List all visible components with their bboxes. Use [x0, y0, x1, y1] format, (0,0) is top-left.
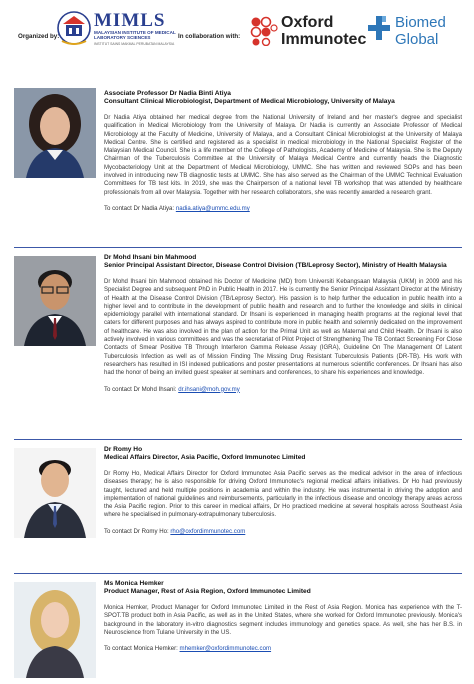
profile-text — [104, 254, 462, 393]
portrait-image — [14, 256, 96, 346]
portrait-image — [14, 448, 96, 538]
mimls-malay-name: INSTITUT SAINS MAKMAL PERUBATAN MALAYSIA — [94, 42, 175, 46]
profile-text — [104, 90, 462, 212]
speaker-name: Associate Professor Dr Nadia Binti Atiya — [104, 90, 231, 97]
speaker-contact — [104, 645, 462, 652]
mimls-logo — [56, 10, 176, 54]
speaker-photo — [14, 88, 96, 178]
speaker-bio: Dr Mohd Ihsani bin Mahmood obtained his Doctor of Medicine (MD) from Universiti Kebangsaan Malaysia (UKM) in 2009 and his Specialist Degree and subsequent PhD in Public Health in 2017. He is currently the Senior Principal Assistant Director at the Ministry of Health at the Disease Control Division (TB/Leprosy Sector). His passion is to help further the education in public health into a higher level and to contribute in the development of public health and research and to further the knowledge and skills in clinical epidemiology parallel with international standard. Dr Ihsani is experienced in managing health programs at the regional level that caters for different purposes and has always aspired to contribute more in public health and solemnly dedicated on the improvement of healthcare. He was also involved in the plan of action for the Primal Unit as well as Maternal and Child Health. Dr Ihsani is also actively involved in various committees and was the secretariat of Pilot Project of Strengthening The TB Contact Screening For Close Contacts of Smear Positive TB Through Interferon Gamma Release Assay (IGRA), Guideline On The Management Of Latent Tuberculosis Infection as well as of Mission Finding The Missing Drug Resistant Tuberculosis Patients (DR-TB). His work with researchers has resulted in ISI indexed publications and poster presentations at numerous scientific conferences. Dr Ihsani has also had the honor of being an invited guest speaker at seminars and conferences, to share his experiences and knowledge. — [104, 279, 462, 377]
header-bar — [0, 0, 474, 76]
mimls-emblem-icon — [56, 10, 92, 48]
speaker-photo — [14, 256, 96, 346]
email-link[interactable]: mhemker@oxfordimmunotec.com — [179, 645, 272, 653]
speaker-contact — [104, 205, 462, 212]
speaker-photo — [14, 582, 96, 678]
section-divider — [14, 247, 462, 248]
speaker-role: Senior Principal Assistant Director, Disease Control Division (TB/Leprosy Sector), Ministry of Health Malaysia — [104, 262, 447, 269]
speaker-role: Consultant Clinical Microbiologist, Department of Medical Microbiology, University of Malaya — [104, 98, 395, 105]
speaker-role: Product Manager, Rest of Asia Region, Oxford Immunotec Limited — [104, 588, 311, 595]
mimls-wordmark: MIMLS — [94, 10, 166, 31]
profile-text — [104, 446, 462, 535]
global-wordmark: Global — [395, 31, 439, 48]
mimls-full-name: MALAYSIAN INSTITUTE OF MEDICAL LABORATORY SCIENCES — [94, 30, 176, 41]
speaker-contact — [104, 386, 462, 393]
oxford-immunotec-logo — [250, 14, 366, 54]
portrait-image — [14, 88, 96, 178]
speaker-bio: Dr Romy Ho, Medical Affairs Director for Oxford Immunotec Asia Pacific serves as the medical advisor in the area of infectious diseases therapy; he is also responsible for driving Oxford Immunotec's regional medical affairs initiatives. Dr Ho had previously taught, lectured and held multiple positions in academia and within the industry. He was instrumental in driving the adoption and implementation of national guidelines and reimbursements, particularly in the infectious disease and oncology therapy areas across the Asia Pacific region. Prior to this career in medical affairs, Dr Ho practiced medicine at several hospitals across Southeast Asia where he specialised in pulmonary-extrapulmonary tuberculosis. — [104, 471, 462, 519]
speaker-contact — [104, 528, 462, 535]
speaker-photo — [14, 448, 96, 538]
speaker-bio: Dr Nadia Atiya obtained her medical degree from the National University of Ireland and her master's degree and specialist qualification in Medical Microbiology from the University of Malaya. Dr Nadia is currently an Associate Professor of Medical Microbiology at the Faculty of Medicine, University of Malaya, and a Consultant Clinical Microbiologist at the University of Malaya Medical Centre. She is certified and registered as a specialist in medical microbiology in the National Specialist Register of the Malaysian Medical Council. She is a life member of the College of Pathologists, Academy of Medicine of Malaysia. She is the Deputy Chairman of the Tuberculosis Committee at the University of Malaya Medical Centre and currently heads the Diagnostic Mycobacteriology Unit at the Department of Medical Microbiology, UMMC. She has written and reviewed SOPs and has been involved in introducing new TB diagnostic tests at UMMC. She has also served as the Chairman of the UMMC Technical Evaluation Committees for TB test kits. In 2019, she was the Chairperson of a national level TB workshop that was attended by healthcare professionals from all over Malaysia. Together with her research collaborators, she was recently awarded a research grant. — [104, 115, 462, 196]
profile-text — [104, 580, 462, 652]
contact-label: To contact Dr Romy Ho: — [104, 527, 171, 535]
section-divider — [14, 573, 462, 574]
biomed-wordmark: Biomed — [395, 14, 446, 31]
oxford-wordmark: Oxford — [281, 14, 334, 31]
contact-label: To contact Monica Hemker: — [104, 645, 180, 653]
immunotec-wordmark: Immunotec — [281, 31, 367, 48]
biomed-global-logo — [368, 14, 468, 54]
speaker-name: Dr Mohd Ihsani bin Mahmood — [104, 254, 197, 261]
speaker-name: Dr Romy Ho — [104, 446, 143, 453]
section-divider — [14, 439, 462, 440]
speaker-bio: Monica Hemker, Product Manager for Oxford Immunotec Limited in the Rest of Asia Region. Monica has experience with the T-SPOT.TB product both in Asia Pacific, as well as in the United States, where she worked for Oxford Immunotec previously. Monica's background in the laboratory in-vitro diagnostics segment includes immunology and genetics space. As well, she has her B.S. in Neuroscience from Tulane University in the US. — [104, 605, 462, 636]
organized-by-label: Organized by: — [18, 33, 60, 40]
speaker-role: Medical Affairs Director, Asia Pacific, Oxford Immunotec Limited — [104, 454, 306, 461]
portrait-image — [14, 582, 96, 678]
speaker-name: Ms Monica Hemker — [104, 580, 164, 587]
collaboration-label: In collaboration with: — [178, 33, 241, 40]
oxford-dots-icon — [250, 16, 278, 46]
email-link[interactable]: rho@oxfordimmunotec.com — [170, 527, 246, 535]
contact-label: To contact Dr Nadia Atiya: — [104, 204, 176, 212]
contact-label: To contact Dr Mohd Ihsani: — [104, 385, 179, 393]
email-link[interactable]: dr.ihsani@moh.gov.my — [178, 385, 240, 393]
email-link[interactable]: nadia.atiya@ummc.edu.my — [175, 204, 250, 212]
biomed-cross-icon — [368, 16, 390, 40]
